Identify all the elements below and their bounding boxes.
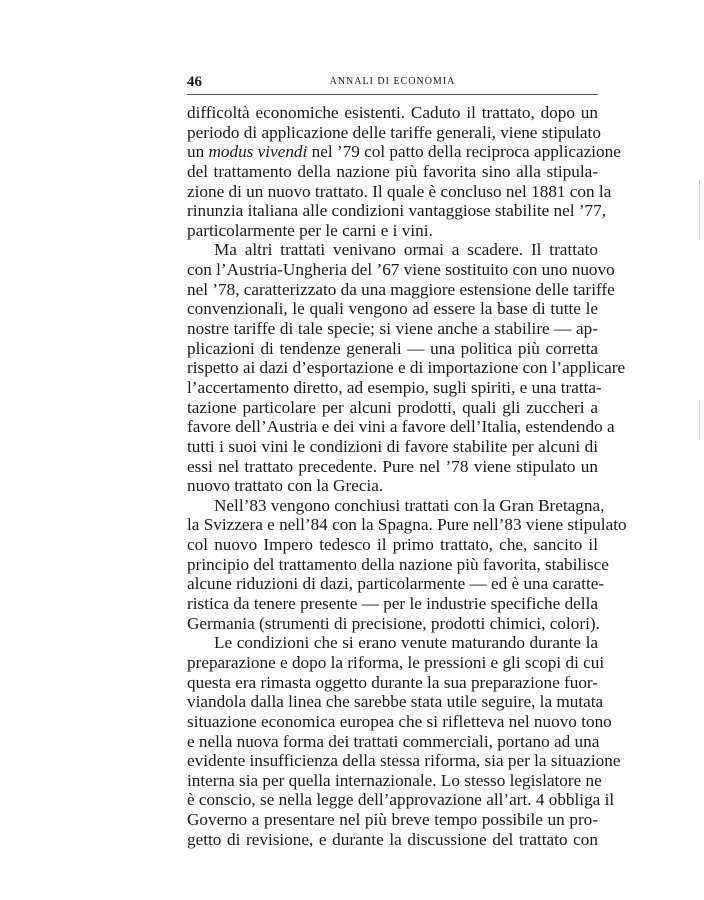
- text-line: Nell’83 vengono conchiusi trattati con la Gran Bretagna,: [214, 495, 605, 515]
- text-line: preparazione e dopo la riforma, le pressioni e gli scopi di cui: [187, 652, 605, 672]
- text-line: periodo di applicazione delle tariffe generali, viene stipulato: [187, 122, 601, 142]
- text-line: nostre tariffe di tale specie; si viene anche a stabilire — ap-: [187, 319, 598, 339]
- text-line: essi nel trattato precedente. Pure nel ’78 viene stipulato un: [187, 456, 598, 476]
- text-line: del trattamento della nazione più favorita sino alla stipula-: [187, 161, 598, 181]
- text-line: favore dell’Austria e dei vini a favore dell’Italia, estendendo a: [187, 417, 615, 437]
- text-line: è conscio, se nella legge dell’approvazione all’art. 4 obbliga il: [187, 790, 615, 810]
- italic-phrase: modus vivendi: [208, 142, 308, 162]
- text-line: Ma altri trattati venivano ormai a scadere. Il trattato: [214, 240, 598, 260]
- text-line: getto di revisione, e durante la discussione del trattato con: [187, 829, 598, 849]
- text-line: alcune riduzioni di dazi, particolarmente — ed è una caratte-: [187, 574, 605, 594]
- scan-edge-mark: [699, 400, 700, 440]
- header-rule: [187, 94, 598, 95]
- text-line: rinunzia italiana alle condizioni vantaggiose stabilite nel ’77,: [187, 201, 607, 221]
- text-line: nuovo trattato con la Grecia.: [187, 476, 384, 496]
- text-line: con l’Austria-Ungheria del ’67 viene sostituito con uno nuovo: [187, 260, 615, 280]
- text-line: particolarmente per le carni e i vini.: [187, 220, 433, 240]
- text-line: la Svizzera e nell’84 con la Spagna. Pure nell’83 viene stipulato: [187, 515, 627, 535]
- text-line: convenzionali, le quali vengono ad essere la base di tutte le: [187, 299, 598, 319]
- text-line: un modus vivendi nel ’79 col patto della reciproca applicazione: [187, 142, 621, 162]
- body-text: [187, 103, 627, 849]
- text-line: Governo a presentare nel più breve tempo possibile un pro-: [187, 810, 598, 830]
- text-line: viandola dalla linea che sarebbe stata utile seguire, la mutata: [187, 692, 604, 712]
- text-line: evidente insufficienza della stessa riforma, sia per la situazione: [187, 751, 621, 771]
- text-line: e nella nuova forma dei trattati commerciali, portano ad una: [187, 731, 600, 751]
- text-line: col nuovo Impero tedesco il primo trattato, che, sancito il: [187, 535, 598, 555]
- scan-edge-mark: [699, 180, 700, 240]
- text-line: interna sia per quella internazionale. Lo stesso legislatore ne: [187, 770, 602, 790]
- running-title: ANNALI DI ECONOMIA: [329, 76, 456, 87]
- text-line: rispetto ai dazi d’esportazione e di importazione con l’applicare: [187, 358, 626, 378]
- text-line: nel ’78, caratterizzato da una maggiore estensione delle tariffe: [187, 279, 615, 299]
- text-line: questa era rimasta oggetto durante la sua preparazione fuor-: [187, 672, 599, 692]
- text-line: situazione economica europea che si rifletteva nel nuovo tono: [187, 711, 612, 731]
- text-line: Germania (strumenti di precisione, prodotti chimici, colori).: [187, 613, 600, 633]
- text-line: tutti i suoi vini le condizioni di favore stabilite per alcuni di: [187, 436, 598, 456]
- text-line: zione di un nuovo trattato. Il quale è concluso nel 1881 con la: [187, 181, 612, 201]
- text-line: plicazioni di tendenze generali — una politica più corretta: [187, 338, 598, 358]
- text-line: ristica da tenere presente — per le industrie specifiche della: [187, 594, 598, 614]
- running-header: [187, 74, 598, 92]
- text-line: tazione particolare per alcuni prodotti, quali gli zuccheri a: [187, 397, 598, 417]
- page-number: 46: [187, 74, 202, 90]
- text-line: difficoltà economiche esistenti. Caduto il trattato, dopo un: [187, 103, 598, 122]
- text-line: principio del trattamento della nazione più favorita, stabilisce: [187, 554, 609, 574]
- text-line: Le condizioni che si erano venute maturando durante la: [214, 633, 598, 653]
- text-line: l’accertamento diretto, ad esempio, sugli spiriti, e una tratta-: [187, 377, 602, 397]
